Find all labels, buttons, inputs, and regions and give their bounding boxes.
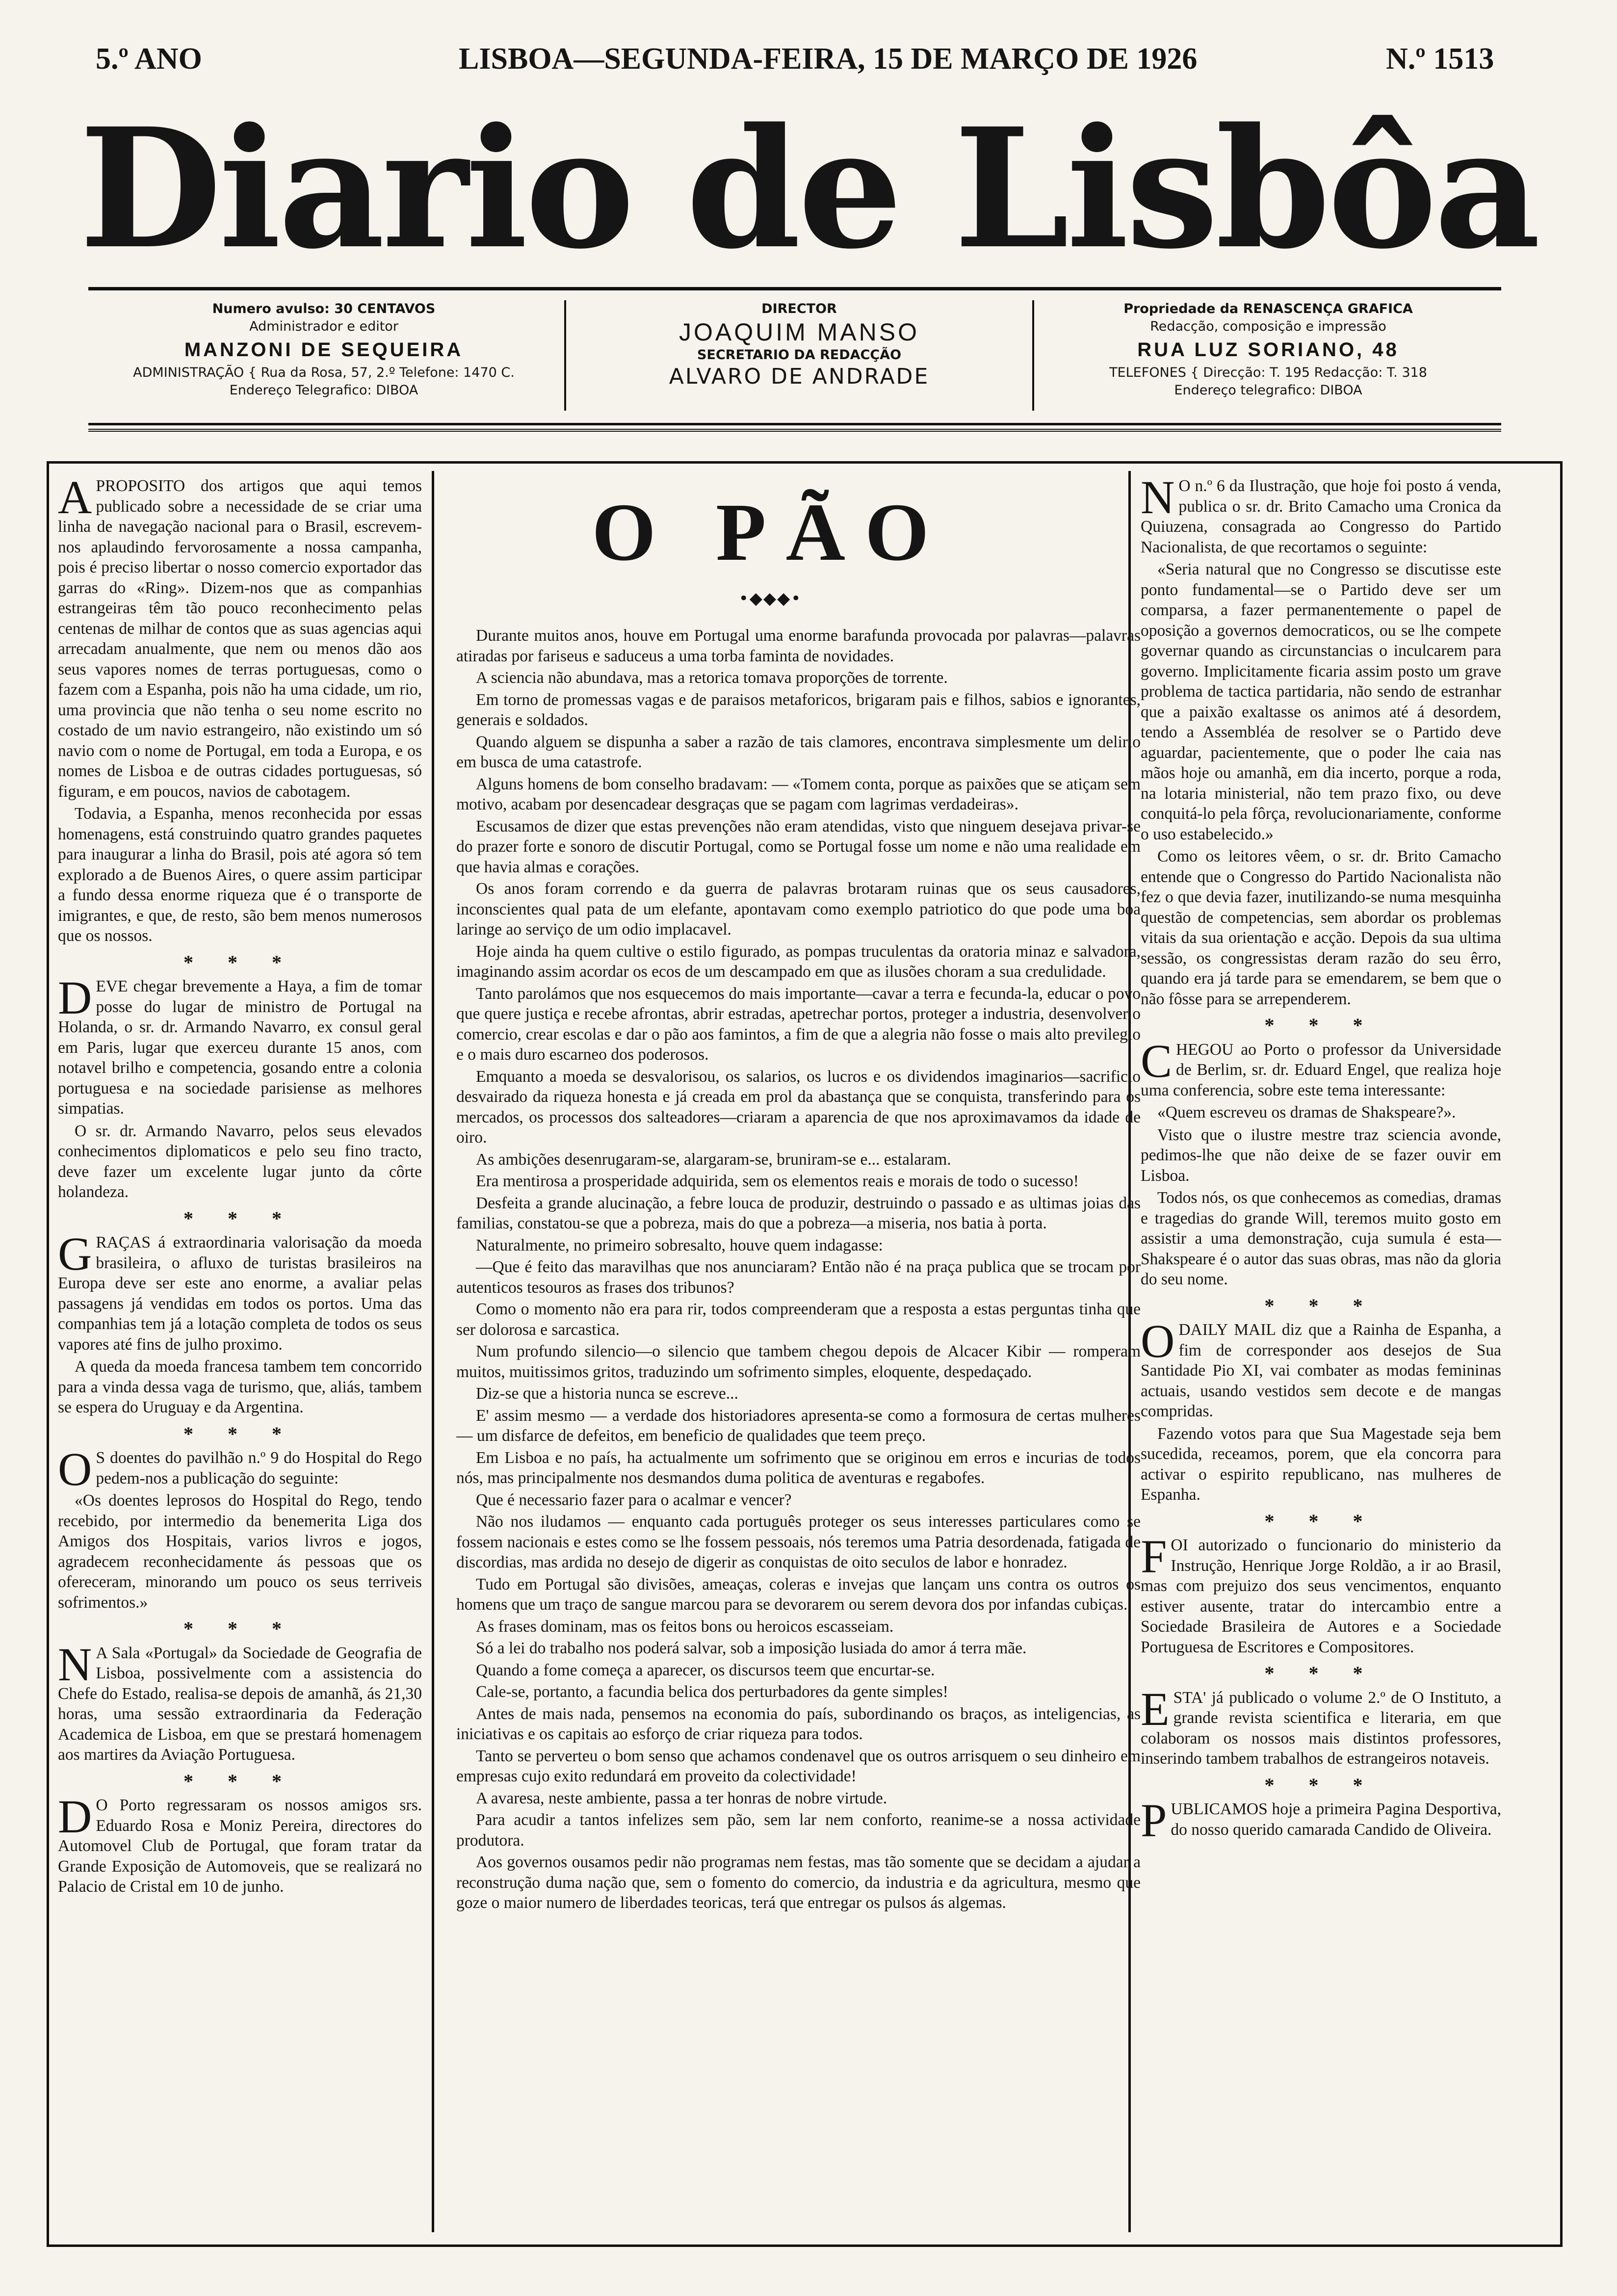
owner-line: Propriedade da RENASCENÇA GRAFICA [1123,301,1413,316]
article-paragraph: Emquanto a moeda se desvalorisou, os salarios, os lucros e os dividendos imaginarios—sacrificio desvairado da riqueza honesta e já creada em prol da abastança que se conquista, transferindo para os mercados, os processos dos salteadores—criaram a aparencia de que nos aproximavamos da idade de oiro. [456,1067,1141,1147]
separator: * * * [1264,1510,1378,1532]
right-item [1141,1682,1501,1769]
separator: * * * [1264,1294,1378,1317]
article-paragraph: Quando a fome começa a aparecer, os discursos teem que encurtar-se. [476,1661,935,1679]
dropcap: G [58,1227,92,1280]
phones-line: TELEFONES { Direcção: T. 195 Redacção: T. 318 [1109,365,1427,380]
dropcap: C [1141,1034,1173,1087]
article-paragraph: Hoje ainda ha quem cultive o estilo figurado, as pompas truculentas da oratoria minaz e salvadora, imaginando assim acordar os ecos de um descampado em que as ilusões choram a sua credulidade. [456,942,1141,981]
issue-number: N.º 1513 [1386,42,1494,76]
article-paragraph: As frases dominam, mas os feitos bons ou heroicos escasseiam. [476,1617,894,1636]
item-text: Fazendo votos para que Sua Magestade seja bem sucedida, receamos, porem, que ela concorra para activar o espirito republicano, nas mulheres de Espanha. [1141,1424,1501,1504]
separator: * * * [183,1618,296,1640]
right-item [1141,1530,1501,1657]
item-text: S doentes do pavilhão n.º 9 do Hospital do Rego pedem-nos a publicação do seguinte: [96,1449,422,1487]
right-item [1141,1794,1501,1847]
item-text: HEGOU ao Porto o professor da Universidade de Berlim, sr. dr. Eduard Engel, que realiza hoje uma conferencia, sobre este tema interessante: [1141,1040,1501,1099]
article-paragraph: Alguns homens de bom conselho bradavam: — «Tomem conta, porque as paixões que se atiçam sem motivo, acabam por desencadear desgraças que se pagam com lagrimas verdadeiras». [456,775,1141,813]
article-paragraph: Tanto parolámos que nos esquecemos do mais importante—cavar a terra e fecunda-la, educar o povo que quere justiça e recebe afrontas, abrir estradas, apetrechar portos, proteger a industria, desenvolver o comercio, crear escolas e dar o pão aos famintos, a fim de que a alegria não fosse o mais alto previlegio e o mais duro escarneo dos poderosos. [456,984,1141,1064]
title-ornament: •◆◆◆• [738,589,802,608]
info-left [88,300,559,411]
left-item [58,971,422,1119]
item-text: «Os doentes leprosos do Hospital do Rego, tendo recebido, por intermedio da benemerita Liga dos Amigos dos Hospitais, varios livros e jogos, agradecem reconhecidamente ás pessoas que os ofereceram, minorando um pouco os seus terriveis sofrimentos.» [58,1491,422,1612]
info-center [564,300,1034,411]
article-paragraph: As ambições desenrugaram-se, alargaram-se, bruniram-se e... estalaram. [476,1150,951,1169]
article-paragraph: Os anos foram correndo e da guerra de palavras brotaram ruinas que os seus causadores, inconscientes qual pata de um elefante, apontavam como exemplo patriotico do que pode uma boa laringe ao serviço de um odio implacavel. [456,880,1141,939]
article-paragraph: Quando alguem se dispunha a saber a razão de tais clamores, encontrava simplesmente um delirio em busca de uma catastrofe. [456,732,1141,771]
header-rule [88,429,1501,432]
article-paragraph: Desfeita a grande alucinação, a febre louca de produzir, destruindo o passado e as ultimas joias das familias, constatou-se que a pobreza, mais do que a pobreza—a miseria, nos batia à porta. [456,1194,1141,1232]
item-text: Visto que o ilustre mestre traz sciencia avonde, pedimos-lhe que não deixe de se fazer ouvir em Lisboa. [1141,1125,1501,1185]
article-paragraph: Cale-se, portanto, a facundia belica dos perturbadores da gente simples! [476,1683,948,1701]
left-item [58,1790,422,1897]
item-text: «Quem escreveu os dramas de Shakspeare?». [1157,1103,1456,1122]
dropcap: D [58,971,92,1024]
article-paragraph: Aos governos ousamos pedir não programas nem festas, mas tão somente que se decidam a ajudar a reconstrução duma nação que, sem o fomento do comercio, da industria e da agricultura, mesmo que goze o maior numero de liberdades teoricas, terá que entregar os pulsos ás algemas. [456,1853,1141,1912]
article-paragraph: Tanto se perverteu o bom senso que achamos condenavel que os outros arrisquem o seu dinheiro em empresas cujo exito redundará em proveito da colectividade! [456,1747,1141,1785]
item-text: PROPOSITO dos artigos que aqui temos publicado sobre a necessidade de se criar uma linha de navegação nacional para o Brasil, escrevem-nos aplaudindo fervorosamente a nossa campanha, pois é preciso libertar o nosso comercio exportador das garras do «Ring». Dizem-nos que as companhias estrangeiras têm tão pouco reconhecimento pelas centenas de milhar de contos que as suas agencias aqui arrecadam anualmente, que nem ou menos dão aos seus vapores nomes de terras portuguesas, como o fazem com a Espanha, pois não ha uma cidade, um rio, uma provincia que não tenha o seu nome escrito no costado de um navio estrangeiro, não existindo um só navio com o nome de Portugal, em toda a Europa, e os nomes de Lisboa e de outras cidades portuguesas, só figuram, e em poucos, navios de cabotagem. [58,477,422,801]
separator: * * * [1264,1662,1378,1684]
article-paragraph: Antes de mais nada, pensemos na economia do país, subordinando os braços, as inteligencias, as iniciativas e os capitais ao esforço de criar riqueza para todos. [456,1704,1141,1743]
director-label: DIRECTOR [761,301,837,316]
secretary-label: SECRETARIO DA REDACÇÃO [697,347,902,363]
item-text: O sr. dr. Armando Navarro, pelos seus elevados conhecimentos diplomaticos e pelo seu fino tracto, deve fazer um excelente lugar junto da côrte holandeza. [58,1122,422,1201]
dropcap: P [1141,1794,1167,1847]
separator: * * * [183,1770,296,1792]
article-paragraph: Em Lisboa e no país, ha actualmente um sofrimento que se originou em erros e incurias de todos nós, mas principalmente nos desmandos duma politica de aventuras e regabofes. [456,1448,1141,1487]
item-text: Como os leitores vêem, o sr. dr. Brito Camacho entende que o Congresso do Partido Nacionalista não fez o que devia fazer, inutilizando-se numa mesquinha questão de competencias, sem abordar os problemas vitais da sua orientação e acção. Depois da sua ultima sessão, os congressistas deram razão do seu êrro, quando era já tarde para se emendarem, se bem que o não fôsse para se arrependerem. [1141,847,1501,1008]
left-item [58,1443,422,1495]
right-item [1141,1315,1501,1422]
article-paragraph: Naturalmente, no primeiro sobresalto, houve quem indagasse: [476,1236,883,1254]
item-text: O Porto regressaram os nossos amigos srs. Eduardo Rosa e Moniz Pereira, directores do Automovel Club de Portugal, que foram tratar da Grande Exposição de Automoveis, que se realizará no Palacio de Cristal em 10 de junho. [58,1796,422,1896]
item-text: RAÇAS á extraordinaria valorisação da moeda brasileira, o afluxo de turistas brasileiros na Europa deve ser este ano enorme, a avaliar pelas passagens já vendidas em todos os portos. Uma das companhias tem já a lotação completa de todos os seus vapores até fins de julho proximo. [58,1233,422,1354]
separator: * * * [183,1422,296,1445]
left-item [58,476,422,802]
item-text: EVE chegar brevemente a Haya, a fim de tomar posse do lugar de ministro de Portugal na Holanda, o sr. dr. Armando Navarro, ex consul geral em Paris, lugar que exerceu durante 15 anos, com notavel brilho e competencia, gosando entre a colonia portuguesa e na sociedade parisiense as melhores simpatias. [58,977,422,1118]
article-paragraph: Só a lei do trabalho nos poderá salvar, sob a imposição lusiada do amor á terra mãe. [476,1639,1027,1657]
article-paragraph: Para acudir a tantos infelizes sem pão, sem lar nem conforto, reanime-se a nossa actividade produtora. [456,1811,1141,1850]
dropcap: N [1141,476,1175,523]
newspaper-title: Diario de Lisbôa [79,92,1538,286]
dropcap: F [1141,1530,1167,1583]
article-paragraph: Escusamos de dizer que estas prevenções não eram atendidas, visto que ninguem desejava privar-se do prazer forte e sonoro de discutir Portugal, como se Portugal fosse um nome e não uma realidade em que havia almas e corações. [456,817,1141,876]
separator: * * * [183,1207,296,1229]
right-item [1141,476,1501,557]
item-text: A queda da moeda francesa tambem tem concorrido para a vinda dessa vaga de turismo, que, aliás, tambem se espera do Uruguay e da Argentina. [58,1357,422,1416]
left-item [58,1227,422,1355]
director-name: JOAQUIM MANSO [678,318,920,346]
article-paragraph: A avaresa, neste ambiente, passa a ter honras de nobre virtude. [476,1789,887,1807]
admin-label: Administrador e editor [249,319,398,334]
item-text: DAILY MAIL diz que a Rainha de Espanha, a fim de corresponder aos desejos de Sua Santidade Pio XI, vai combater as modas femininas actuais, usando vestidos sem decote e de mangas compridas. [1141,1321,1501,1420]
top-line [96,42,1518,86]
column-rule-left [432,471,434,2232]
info-right [1035,300,1501,411]
article-paragraph: Era mentirosa a prosperidade adquirida, sem os elementos reais e morais de todo o sucesso! [476,1172,1079,1190]
item-text: Todavia, a Espanha, menos reconhecida por essas homenagens, está construindo quatro grandes paquetes para inaugurar a linha do Brasil, pois até agora só tem explorado a de Buenos Aires, o quere assim participar a fundo dessa enorme riqueza que é o transporte de imigrantes, e que, de resto, são bem menos numerosos que os nossos. [58,805,422,945]
article-paragraph: E' assim mesmo — a verdade dos historiadores apresenta-se como a formosura de certas mulheres — um disfarce de defeitos, em beneficio de qualidades que teem preço. [456,1406,1141,1445]
item-text: OI autorizado o funcionario do ministerio da Instrução, Henrique Jorge Roldão, a ir ao Brasil, mas com prejuizo dos seus vencimentos, enquanto estiver ausente, tratar do intercambio entre a Sociedade Brasileira de Autores e a Sociedade Portuguesa de Escritores e Compositores. [1141,1536,1501,1656]
right-telegraph: Endereço telegrafico: DIBOA [1174,383,1362,398]
redaction-label: Redacção, composição e impressão [1150,319,1386,334]
separator: * * * [1264,1014,1378,1036]
article-paragraph: —Que é feito das maravilhas que nos anunciaram? Então não é na praça publica que se trocam por autenticos tesouros as frases dos tribunos? [456,1258,1141,1297]
right-column [1141,476,1501,2237]
item-text: Todos nós, os que conhecemos as comedias, dramas e tragedias do grande Will, teremos muito gosto em assistir a uma demonstração, cuja sumula é esta—Shakspeare é o autor das suas obras, mas não da gloria do seu nome. [1141,1189,1501,1288]
redaction-address: RUA LUZ SORIANO, 48 [1137,339,1399,361]
dropcap: E [1141,1682,1170,1735]
separator: * * * [1264,1774,1378,1796]
dropcap: O [1141,1315,1175,1367]
item-text: STA' já publicado o volume 2.º de O Instituto, a grande revista scientifica e literaria, em que colaboram os nossos mais distintos professores, inserindo tambem trabalhos de estrangeiros notaveis. [1141,1688,1501,1768]
item-text: «Seria natural que no Congresso se discutisse este ponto fundamental—se o Partido deve ser um comparsa, a fazer permanentemente o papel de oposição a governos democraticos, ou se lhe compete governar quando as circunstancias o inculcarem para governo. Implicitamente ficaria assim posto um grave problema de tactica partidaria, não sendo de estranhar que a paixão exaltasse os animos até á desordem, tendo a Assembléa de resolver se o Partido deve aguardar, pacientemente, que o poder lhe caia nas mãos hoje ou amanhã, em dia incerto, porque a roda, na lotaria ministerial, não tem prazo fixo, ou deve conquitá-lo pela fôrça, revolucionariamente, conforme o uso estabelecido.» [1141,560,1501,843]
article-paragraph: Tudo em Portugal são divisões, ameaças, coleras e invejas que lançam uns contra os outros os homens que um traço de sangue marcou para se devorarem ou serem devora dos por infandas cubiças. [456,1575,1141,1614]
dropcap: A [58,476,92,523]
admin-name: MANZONI DE SEQUEIRA [184,339,464,361]
left-column [58,476,422,2237]
item-text: A Sala «Portugal» da Sociedade de Geografia de Lisboa, possivelmente com a assistencia do Chefe do Estado, realisa-se depois de amanhã, ás 21,30 horas, uma sessão extraordinaria da Federação Academica de Lisboa, em que se prestará homenagem aos martires da Aviação Portuguesa. [58,1644,422,1764]
separator: * * * [183,951,296,973]
price-line: Numero avulso: 30 CENTAVOS [212,301,436,316]
article-paragraph: Diz-se que a historia nunca se escreve... [476,1384,738,1403]
article-paragraph: Como o momento não era para rir, todos compreenderam que a resposta a estas perguntas tinha que ser dolorosa e sarcastica. [456,1300,1141,1339]
dropcap: O [58,1443,92,1495]
admin-telegraph: Endereço Telegrafico: DIBOA [229,383,418,398]
info-bar [88,287,1501,425]
admin-address: ADMINISTRAÇÃO { Rua da Rosa, 57, 2.º Telefone: 1470 C. [133,365,515,380]
article-paragraph: Que é necessario fazer para o acalmar e vencer? [476,1490,792,1509]
main-article [456,626,1141,2235]
dateline: LISBOA—SEGUNDA-FEIRA, 15 DE MARÇO DE 1926 [459,42,1198,76]
article-paragraph: Não nos iludamos — enquanto cada português proteger os seus interesses particulares como se fossem nacionais e estes como se lhe fossem pessoais, nós teremos uma Patria desordenada, fatigada de discordias, mas ardida no desejo de digerir as conquistas de oito seculos de labor e honradez. [456,1513,1141,1571]
article-paragraph: A sciencia não abundava, mas a retorica tomava proporções de torrente. [476,669,948,687]
item-text: O n.º 6 da Ilustração, que hoje foi posto á venda, publica o sr. dr. Brito Camacho uma Cronica da Quiuzena, consagrada ao Congresso do Partido Nacionalista, de que recortamos o seguinte: [1141,477,1501,556]
left-item [58,1638,422,1765]
article-paragraph: Durante muitos anos, houve em Portugal uma enorme barafunda provocada por palavras—palavras atiradas por fariseus e saduceus a uma torba faminta de novidades. [456,626,1141,665]
dropcap: D [58,1790,92,1843]
year-label: 5.º ANO [96,42,202,76]
item-text: UBLICAMOS hoje a primeira Pagina Desportiva, do nosso querido camarada Candido de Oliveira. [1171,1800,1501,1839]
article-paragraph: Em torno de promessas vagas e de paraisos metaforicos, brigaram pais e filhos, sabios e ignorantes, generais e soldados. [456,690,1141,729]
article-paragraph: Num profundo silencio—o silencio que tambem chegou depois de Alcacer Kibir — romperam muitos, muitissimos gritos, traduzindo um sofrimento simples, eloquente, despedaçado. [456,1342,1141,1381]
article-title: O PÃO [592,487,949,578]
right-item [1141,1034,1501,1101]
dropcap: N [58,1638,92,1691]
secretary-name: ALVARO DE ANDRADE [669,364,930,389]
